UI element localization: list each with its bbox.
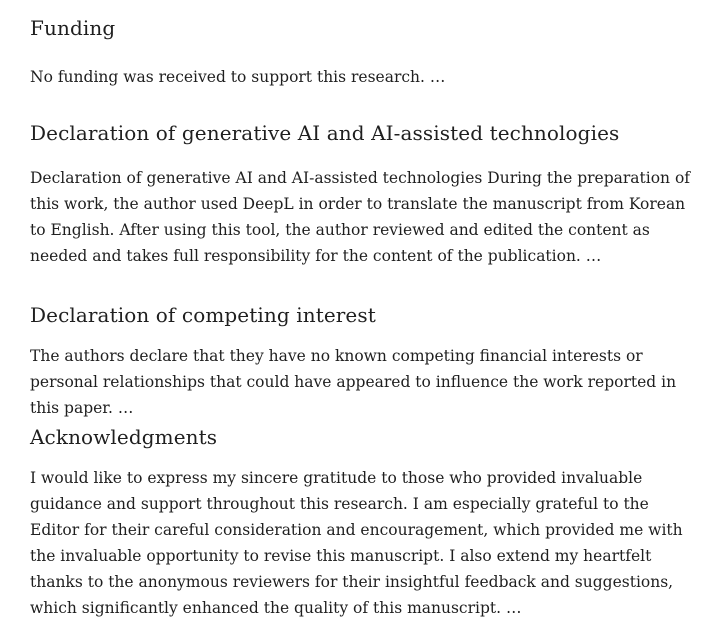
competing-interest-text: The authors declare that they have no known competing financial interests or personal relationships that could have appeared to influence the work reported in this paper. … (30, 347, 677, 417)
acknowledgments-section (30, 425, 690, 621)
funding-section (30, 16, 690, 90)
acknowledgments-heading: Acknowledgments (30, 425, 218, 449)
generative-ai-declaration-section (30, 121, 690, 269)
generative-ai-declaration-heading: Declaration of generative AI and AI-assisted technologies (30, 121, 620, 145)
funding-heading: Funding (30, 16, 116, 40)
generative-ai-declaration-text: Declaration of generative AI and AI-assisted technologies During the preparation of this work, the author used DeepL in order to translate the manuscript from Korean to English. After using this tool, the author reviewed and edited the content as needed and takes full responsibility for the content of the publication. … (30, 169, 691, 265)
funding-text: No funding was received to support this research. … (30, 68, 446, 86)
competing-interest-heading: Declaration of competing interest (30, 303, 376, 327)
competing-interest-section (30, 303, 690, 421)
acknowledgments-text: I would like to express my sincere gratitude to those who provided invaluable guidance and support throughout this research. I am especially grateful to the Editor for their careful consideration and encouragement, which provided me with the invaluable opportunity to revise this manuscript. I also extend my heartfelt thanks to the anonymous reviewers for their insightful feedback and suggestions, which significantly enhanced the quality of this manuscript. … (30, 469, 683, 617)
